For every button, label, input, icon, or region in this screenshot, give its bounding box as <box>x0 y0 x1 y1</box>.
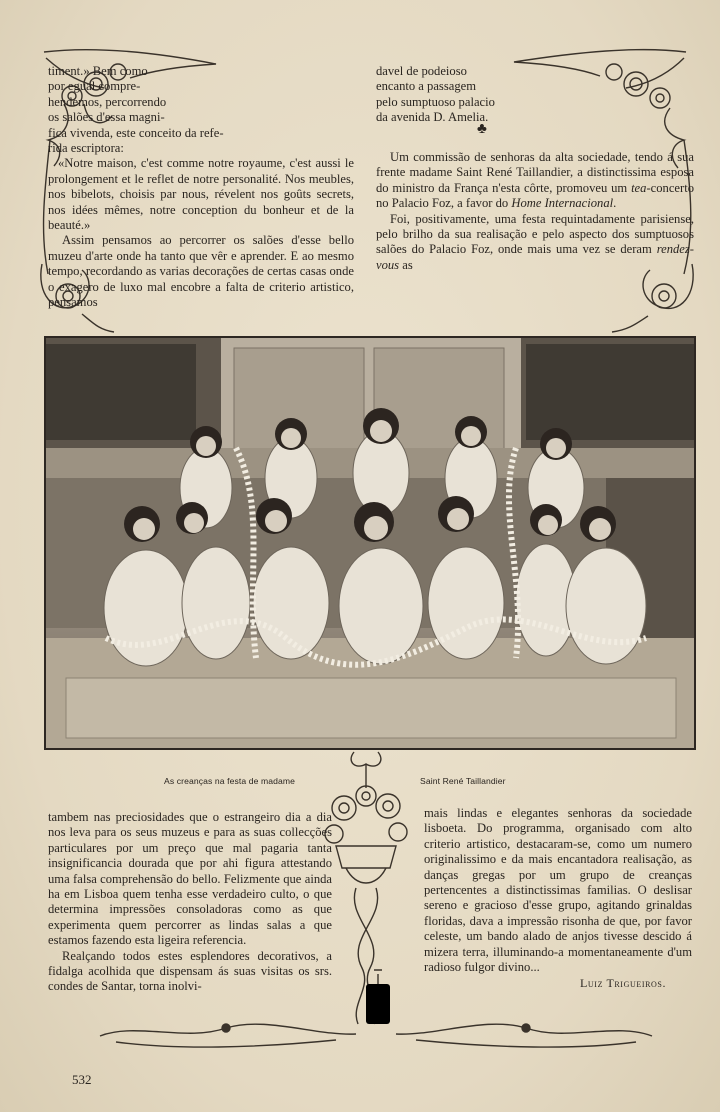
column-top-left <box>48 64 354 311</box>
paragraph: hendemos, percorrendo <box>48 94 167 109</box>
paragraph: davel de podeioso <box>376 64 467 78</box>
photo-scene <box>46 338 694 748</box>
column-bottom-right <box>424 806 692 975</box>
italic-phrase: Home Internacional <box>511 196 614 211</box>
club-ornament: ♣ <box>477 121 487 137</box>
paragraph: Realçando todos estes esplendores decorativos, a fidalga acolhida que dispensam ás suas visitas os srs. condes de Santar, torna inolvi- <box>48 948 332 994</box>
paragraph: fica vivenda, este conceito da refe- <box>48 125 224 140</box>
group-photograph <box>44 336 696 750</box>
text-run: Foi, positivamente, uma festa requintadamente parisiense, pelo brilho da sua realisação e pelo aspecto dos sumptuosos salões do Palacio Foz, onde mais uma vez se deram <box>376 211 694 257</box>
text-run: as <box>399 257 413 272</box>
page-number: 532 <box>72 1072 92 1087</box>
text-run: Um commissão de senhoras da alta sociedade, tendo á sua frente madame Saint René Taillandier, a distinctissima esposa do ministro da França n'esta côrte, promoveu um <box>376 150 694 195</box>
column-top-right-lower <box>376 150 694 273</box>
author-signature: Luiz Trigueiros. <box>580 976 667 990</box>
paragraph: rida escriptora: <box>48 141 124 156</box>
paragraph: Assim pensamos ao percorrer os salões d'esse bello muzeu d'arte onde ha tanto que vêr e aprender. E ao mesmo tempo, recordando as varias decorações de certas casas onde o exagero de luxo mal encobre a falta de criterio artistico, pensamos <box>48 233 354 310</box>
paragraph <box>376 212 694 274</box>
text-run: . <box>613 196 617 211</box>
column-bottom-left <box>48 810 332 995</box>
italic-phrase: tea <box>631 180 647 195</box>
paragraph: «Notre maison, c'est comme notre royaume, c'est aussi le prolongement et le reflet de notre personalité. Nos meubles, nos bibelots, choisis par nous, révelent nos goûts secrets, nos idées mêmes, notre conception du bonheur et de la beauté.» <box>48 156 354 233</box>
photo-caption-left: As creanças na festa de madame <box>164 776 296 786</box>
bottom-flourish <box>96 1012 656 1052</box>
text-run: -concerto no Palacio Foz, a favor do <box>376 180 694 211</box>
paragraph: timent.» Bem como <box>48 64 148 78</box>
paragraph: tambem nas preciosidades que o estrangeiro dia a dia nos leva para os seus muzeus e para as suas collecções particulares por um preço que mal pagaria tanta insignificancia dourada que por ahi figura attestando uma falsa comprehensão do bello. Felizmente que ainda ha em Lisboa quem tenha esse verdadeiro culto, o que determina impressões consoladoras como as que experimenta quem percorrer as lindas salas a que estamos fazendo esta ligeira referencia. <box>48 810 332 948</box>
photo-caption-right: Saint René Taillandier <box>420 776 506 786</box>
paragraph: mais lindas e elegantes senhoras da sociedade lisboeta. Do programma, organisado com alto criterio artistico, destacaram-se, como um numero originalissimo e da mais encantadora realisação, as danças gregas por um grupo de creanças pertencentes a distinctissimas familias. O deslisar sereno e gracioso d'esse grupo, agitando grinaldas floridas, dava a impressão risonha de que, por favor celeste, um bando alado de anjos tivesse descido á mizera terra, illuminando-a momentaneamente d'um radioso fulgor divino... <box>424 806 692 975</box>
paragraph: da avenida D. Amelia. <box>376 110 489 125</box>
italic-phrase: rendez-vous <box>376 242 694 272</box>
column-top-right-upper <box>376 64 546 126</box>
paragraph: os salões d'essa magni- <box>48 110 165 125</box>
paragraph: encanto a passagem <box>376 79 477 94</box>
paragraph: por egual compre- <box>48 79 141 94</box>
paragraph: pelo sumptuoso palacio <box>376 94 495 109</box>
paragraph <box>376 150 694 212</box>
